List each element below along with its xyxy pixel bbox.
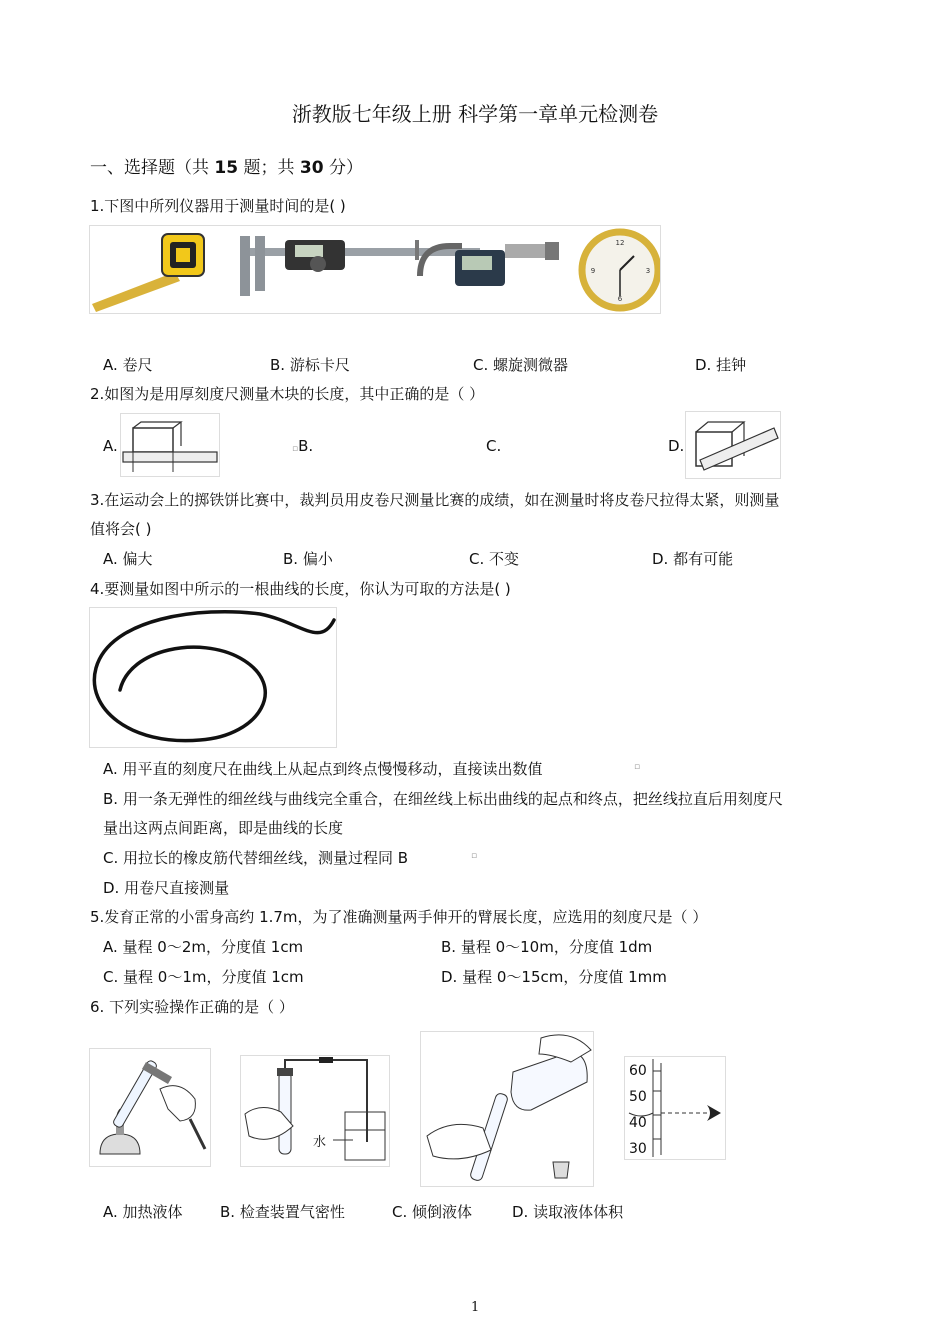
section-suffix: 分）	[323, 158, 363, 178]
q6-figure-airtightness	[240, 1055, 390, 1167]
curve-line-icon	[94, 612, 334, 741]
q6-option-b[interactable]: B. 检查装置气密性	[220, 1203, 345, 1221]
anchor-mark: ▫	[471, 851, 478, 861]
q5-option-b[interactable]: B. 量程 0～10m，分度值 1dm	[441, 938, 653, 956]
section-count: 15	[214, 158, 239, 178]
water-label: 水	[313, 1135, 327, 1150]
section-score: 30	[299, 158, 324, 178]
question-2-stem: 2.如图为是用厚刻度尺测量木块的长度，其中正确的是（ ）	[90, 385, 485, 403]
q6-option-a[interactable]: A. 加热液体	[103, 1203, 183, 1221]
svg-text:9: 9	[590, 267, 596, 275]
q4-option-b-line1[interactable]: B. 用一条无弹性的细丝线与曲线完全重合，在细丝线上标出曲线的起点和终点，把丝线拉直后用刻度尺	[103, 790, 783, 808]
q5-option-c[interactable]: C. 量程 0～1m，分度值 1cm	[103, 968, 304, 986]
q4-option-b-line2: 量出这两点间距离，即是曲线的长度	[103, 819, 344, 837]
tape-measure-icon	[92, 234, 204, 312]
question-3-stem-line1: 3.在运动会上的掷铁饼比赛中，裁判员用皮卷尺测量比赛的成绩，如在测量时将皮卷尺拉得太紧，则测量	[90, 491, 780, 509]
svg-text:6: 6	[617, 295, 623, 303]
q1-option-b[interactable]: B. 游标卡尺	[270, 356, 350, 374]
q3-option-d[interactable]: D. 都有可能	[652, 550, 734, 568]
micrometer-icon	[415, 240, 559, 286]
q3-option-c[interactable]: C. 不变	[469, 550, 520, 568]
question-4-stem: 4.要测量如图中所示的一根曲线的长度，你认为可取的方法是( )	[90, 580, 511, 598]
question-5-stem: 5.发育正常的小雷身高约 1.7m，为了准确测量两手伸开的臂展长度，应选用的刻度尺是（ ）	[90, 908, 708, 926]
q1-option-a[interactable]: A. 卷尺	[103, 356, 153, 374]
q2-figure-d	[685, 411, 781, 479]
q6-figure-heating	[89, 1048, 211, 1167]
page-number: 1	[471, 1300, 480, 1315]
section-heading	[90, 153, 363, 178]
q5-option-d[interactable]: D. 量程 0～15cm，分度值 1mm	[441, 968, 667, 986]
q5-option-a[interactable]: A. 量程 0～2m，分度值 1cm	[103, 938, 304, 956]
stopper-icon	[553, 1162, 569, 1178]
q2-option-b-label: B.	[298, 437, 314, 455]
q1-option-c[interactable]: C. 螺旋测微器	[473, 356, 569, 374]
q4-curve-figure	[89, 607, 337, 748]
question-6-stem: 6. 下列实验操作正确的是（ ）	[90, 998, 294, 1016]
q4-option-c[interactable]: C. 用拉长的橡皮筋代替细丝线，测量过程同 B	[103, 849, 409, 867]
q4-option-a[interactable]: A. 用平直的刻度尺在曲线上从起点到终点慢慢移动，直接读出数值	[103, 760, 543, 778]
q3-option-b[interactable]: B. 偏小	[283, 550, 333, 568]
section-prefix: 一、选择题（共	[90, 158, 215, 178]
cylinder-tick-40: 40	[629, 1115, 647, 1131]
question-3-stem-line2: 值将会( )	[90, 520, 152, 538]
q2-option-b[interactable]: ▫B.	[292, 437, 314, 455]
q2-option-a[interactable]: A.	[103, 437, 118, 455]
cylinder-tick-50: 50	[629, 1089, 647, 1105]
page-title: 浙教版七年级上册 科学第一章单元检测卷	[291, 102, 659, 126]
reagent-bottle-icon	[511, 1035, 591, 1110]
q6-figure-reading	[624, 1056, 726, 1160]
section-mid: 题；共	[238, 158, 300, 178]
ruler-block-icon	[123, 422, 217, 472]
svg-text:3: 3	[645, 267, 651, 275]
anchor-mark: ▫	[634, 762, 641, 772]
q6-option-c[interactable]: C. 倾倒液体	[392, 1203, 473, 1221]
cylinder-tick-60: 60	[629, 1063, 647, 1079]
q6-figure-pouring	[420, 1031, 594, 1187]
q4-option-d[interactable]: D. 用卷尺直接测量	[103, 879, 230, 897]
q2-figure-a	[120, 413, 220, 477]
question-1-stem: 1.下图中所列仪器用于测量时间的是( )	[90, 197, 346, 215]
q2-option-d[interactable]: D.	[668, 437, 685, 455]
hand-icon	[160, 1086, 205, 1149]
tilted-ruler-icon	[696, 422, 778, 470]
q1-instruments-figure	[89, 225, 661, 314]
q6-option-d[interactable]: D. 读取液体体积	[512, 1203, 624, 1221]
svg-text:12: 12	[615, 239, 625, 247]
q1-option-d[interactable]: D. 挂钟	[695, 356, 747, 374]
hand-icon	[427, 1124, 491, 1158]
wall-clock-icon	[582, 232, 658, 308]
q3-option-a[interactable]: A. 偏大	[103, 550, 153, 568]
q2-option-c[interactable]: C.	[486, 437, 502, 455]
eye-icon	[707, 1105, 721, 1121]
cylinder-tick-30: 30	[629, 1141, 647, 1157]
